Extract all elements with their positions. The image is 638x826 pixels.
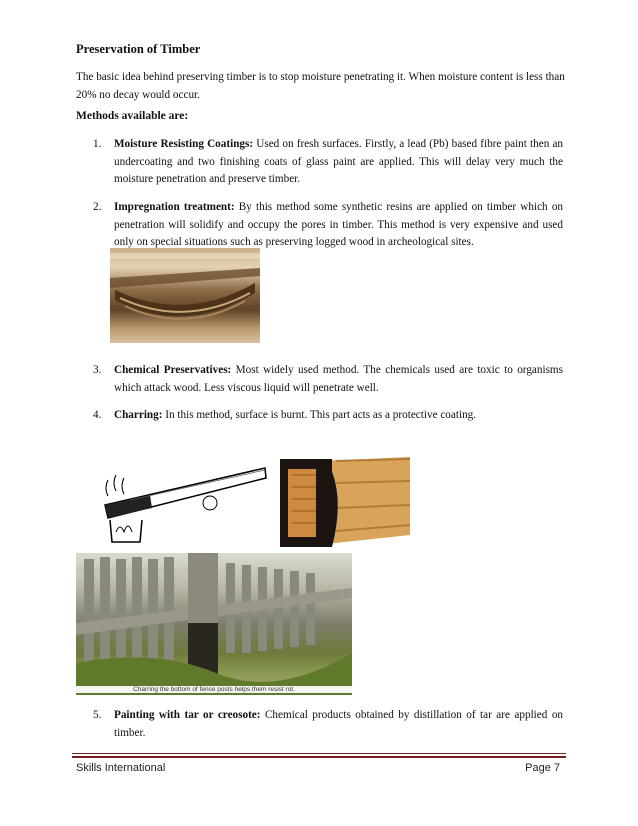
footer-divider [72, 756, 566, 758]
methods-heading: Methods available are: [76, 110, 189, 122]
intro-paragraph: The basic idea behind preserving timber is to stop moisture penetrating it. When moisture content is less than 20% no decay would occur. [76, 71, 565, 101]
fence-photo [76, 553, 352, 695]
item-text: Used on fresh surfaces. Firstly, a lead (Pb) based fibre paint then an undercoating and two finishing coats of glass paint are applied. This will delay very much the moisture penetration and preserve timber. [114, 138, 563, 185]
list-item [93, 707, 563, 742]
item-number: 4. [93, 409, 102, 421]
item-label: Painting with tar or creosote: [114, 709, 261, 721]
item-number: 3. [93, 364, 102, 376]
item-label: Chemical Preservatives: [114, 364, 232, 376]
boat-photo [110, 248, 260, 343]
page-title: Preservation of Timber [76, 42, 201, 56]
item-number: 5. [93, 709, 102, 721]
fence-caption: Charring the bottom of fence posts helps them resist rot. [76, 686, 352, 693]
footer-organization: Skills International [76, 762, 166, 774]
item-label: Impregnation treatment: [114, 201, 235, 213]
list-item [93, 136, 563, 189]
charred-timber-photo [276, 453, 410, 549]
item-text: Most widely used method. The chemicals used are toxic to organisms which attack wood. Less viscous liquid will penetrate well. [114, 364, 563, 394]
list-item [93, 407, 563, 425]
page-number: Page 7 [525, 762, 560, 774]
item-label: Charring: [114, 409, 163, 421]
list-item [93, 362, 563, 397]
charring-diagram [80, 460, 268, 548]
footer-divider [72, 753, 566, 754]
item-text: In this method, surface is burnt. This part acts as a protective coating. [162, 409, 477, 421]
item-text: By this method some synthetic resins are applied on timber which on penetration will solidify and occupy the pores in timber. This method is very expensive and used only on special situations such as preserving logged wood in archeological sites. [114, 201, 564, 248]
item-number: 1. [93, 138, 102, 150]
item-number: 2. [93, 201, 102, 213]
item-label: Moisture Resisting Coatings: [114, 138, 254, 150]
item-text: Chemical products obtained by distillation of tar are applied on timber. [114, 709, 564, 739]
list-item [93, 199, 563, 252]
